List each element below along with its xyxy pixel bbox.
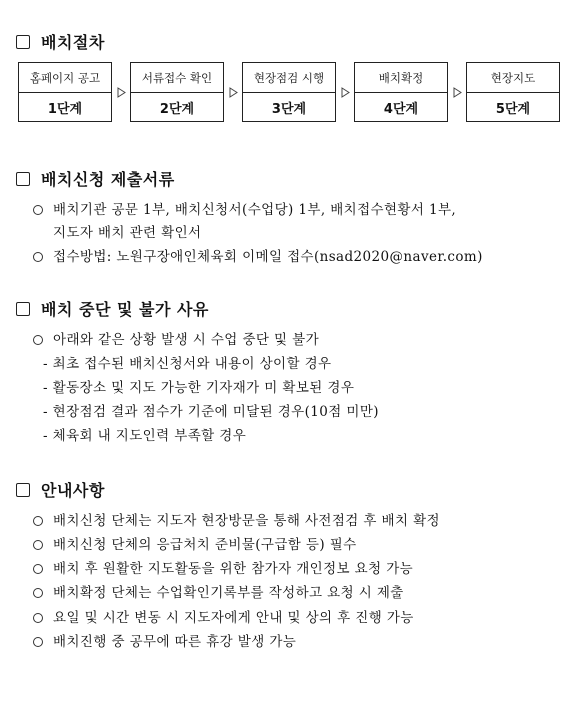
item-text: 배치신청 단체는 지도자 현장방문을 통해 사전점검 후 배치 확정 xyxy=(53,513,440,529)
circle-bullet-icon xyxy=(33,516,43,526)
list-subitem: - 체육회 내 지도인력 부족할 경우 xyxy=(43,428,247,444)
step-number: 5단계 xyxy=(495,101,531,117)
list-subitem: - 활동장소 및 지도 가능한 기자재가 미 확보된 경우 xyxy=(43,380,355,396)
circle-bullet-icon xyxy=(33,335,43,345)
arrow-right-icon xyxy=(448,87,466,98)
circle-bullet-icon xyxy=(33,540,43,550)
section-title-text: 배치절차 xyxy=(41,33,105,52)
section-title-text: 배치신청 제출서류 xyxy=(41,170,175,189)
list-item xyxy=(33,328,319,348)
list-item xyxy=(33,581,404,601)
checkbox-icon xyxy=(16,302,30,316)
item-text: 배치확정 단체는 수업확인기록부를 작성하고 요청 시 제출 xyxy=(53,585,404,601)
list-item-continuation xyxy=(53,221,201,241)
step-name: 배치확정 xyxy=(355,63,447,93)
circle-bullet-icon xyxy=(33,252,43,262)
circle-bullet-icon xyxy=(33,613,43,623)
list-item xyxy=(33,509,440,529)
item-text: 지도자 배치 관련 확인서 xyxy=(53,225,202,241)
step-box-3 xyxy=(242,62,336,122)
arrow-right-icon xyxy=(112,87,130,98)
arrow-right-icon xyxy=(336,87,354,98)
item-text: 배치신청 단체의 응급처치 준비물(구급함 등) 필수 xyxy=(53,537,357,553)
step-number: 1단계 xyxy=(47,101,83,117)
item-text: 요일 및 시간 변동 시 지도자에게 안내 및 상의 후 진행 가능 xyxy=(53,610,414,626)
list-item xyxy=(33,245,483,265)
checkbox-icon xyxy=(16,35,30,49)
step-number: 2단계 xyxy=(159,101,195,117)
step-name: 현장지도 xyxy=(467,63,559,93)
step-box-5 xyxy=(466,62,560,122)
step-box-4 xyxy=(354,62,448,122)
list-item xyxy=(33,198,456,218)
list-subitem: - 최초 접수된 배치신청서와 내용이 상이할 경우 xyxy=(43,356,332,372)
list-subitem: - 현장점검 결과 점수가 기준에 미달된 경우(10점 미만) xyxy=(43,404,379,420)
step-box-1 xyxy=(18,62,112,122)
section-title-notice xyxy=(16,478,105,501)
arrow-right-icon xyxy=(224,87,242,98)
step-number: 4단계 xyxy=(383,101,419,117)
step-name: 현장점검 시행 xyxy=(243,63,335,93)
step-number: 3단계 xyxy=(271,101,307,117)
step-name: 홈페이지 공고 xyxy=(19,63,111,93)
list-item xyxy=(33,630,296,650)
checkbox-icon xyxy=(16,172,30,186)
item-text: 배치진행 중 공무에 따른 휴강 발생 가능 xyxy=(53,634,297,650)
section-title-documents xyxy=(16,167,175,190)
item-text: 배치 후 원활한 지도활동을 위한 참가자 개인정보 요청 가능 xyxy=(53,561,414,577)
list-item xyxy=(33,533,357,553)
section-title-text: 안내사항 xyxy=(41,481,105,500)
step-box-2 xyxy=(130,62,224,122)
step-name: 서류접수 확인 xyxy=(131,63,223,93)
procedure-steps xyxy=(18,62,560,122)
item-text: 아래와 같은 상황 발생 시 수업 중단 및 불가 xyxy=(53,332,320,348)
section-title-procedure xyxy=(16,30,105,53)
item-text: 접수방법: 노원구장애인체육회 이메일 접수(nsad2020@naver.com) xyxy=(53,249,483,265)
section-title-text: 배치 중단 및 불가 사유 xyxy=(41,300,209,319)
circle-bullet-icon xyxy=(33,564,43,574)
list-item xyxy=(33,557,413,577)
circle-bullet-icon xyxy=(33,205,43,215)
section-title-suspension xyxy=(16,297,209,320)
item-text: 배치기관 공문 1부, 배치신청서(수업당) 1부, 배치접수현황서 1부, xyxy=(53,202,457,218)
circle-bullet-icon xyxy=(33,637,43,647)
list-item xyxy=(33,606,414,626)
checkbox-icon xyxy=(16,483,30,497)
circle-bullet-icon xyxy=(33,588,43,598)
